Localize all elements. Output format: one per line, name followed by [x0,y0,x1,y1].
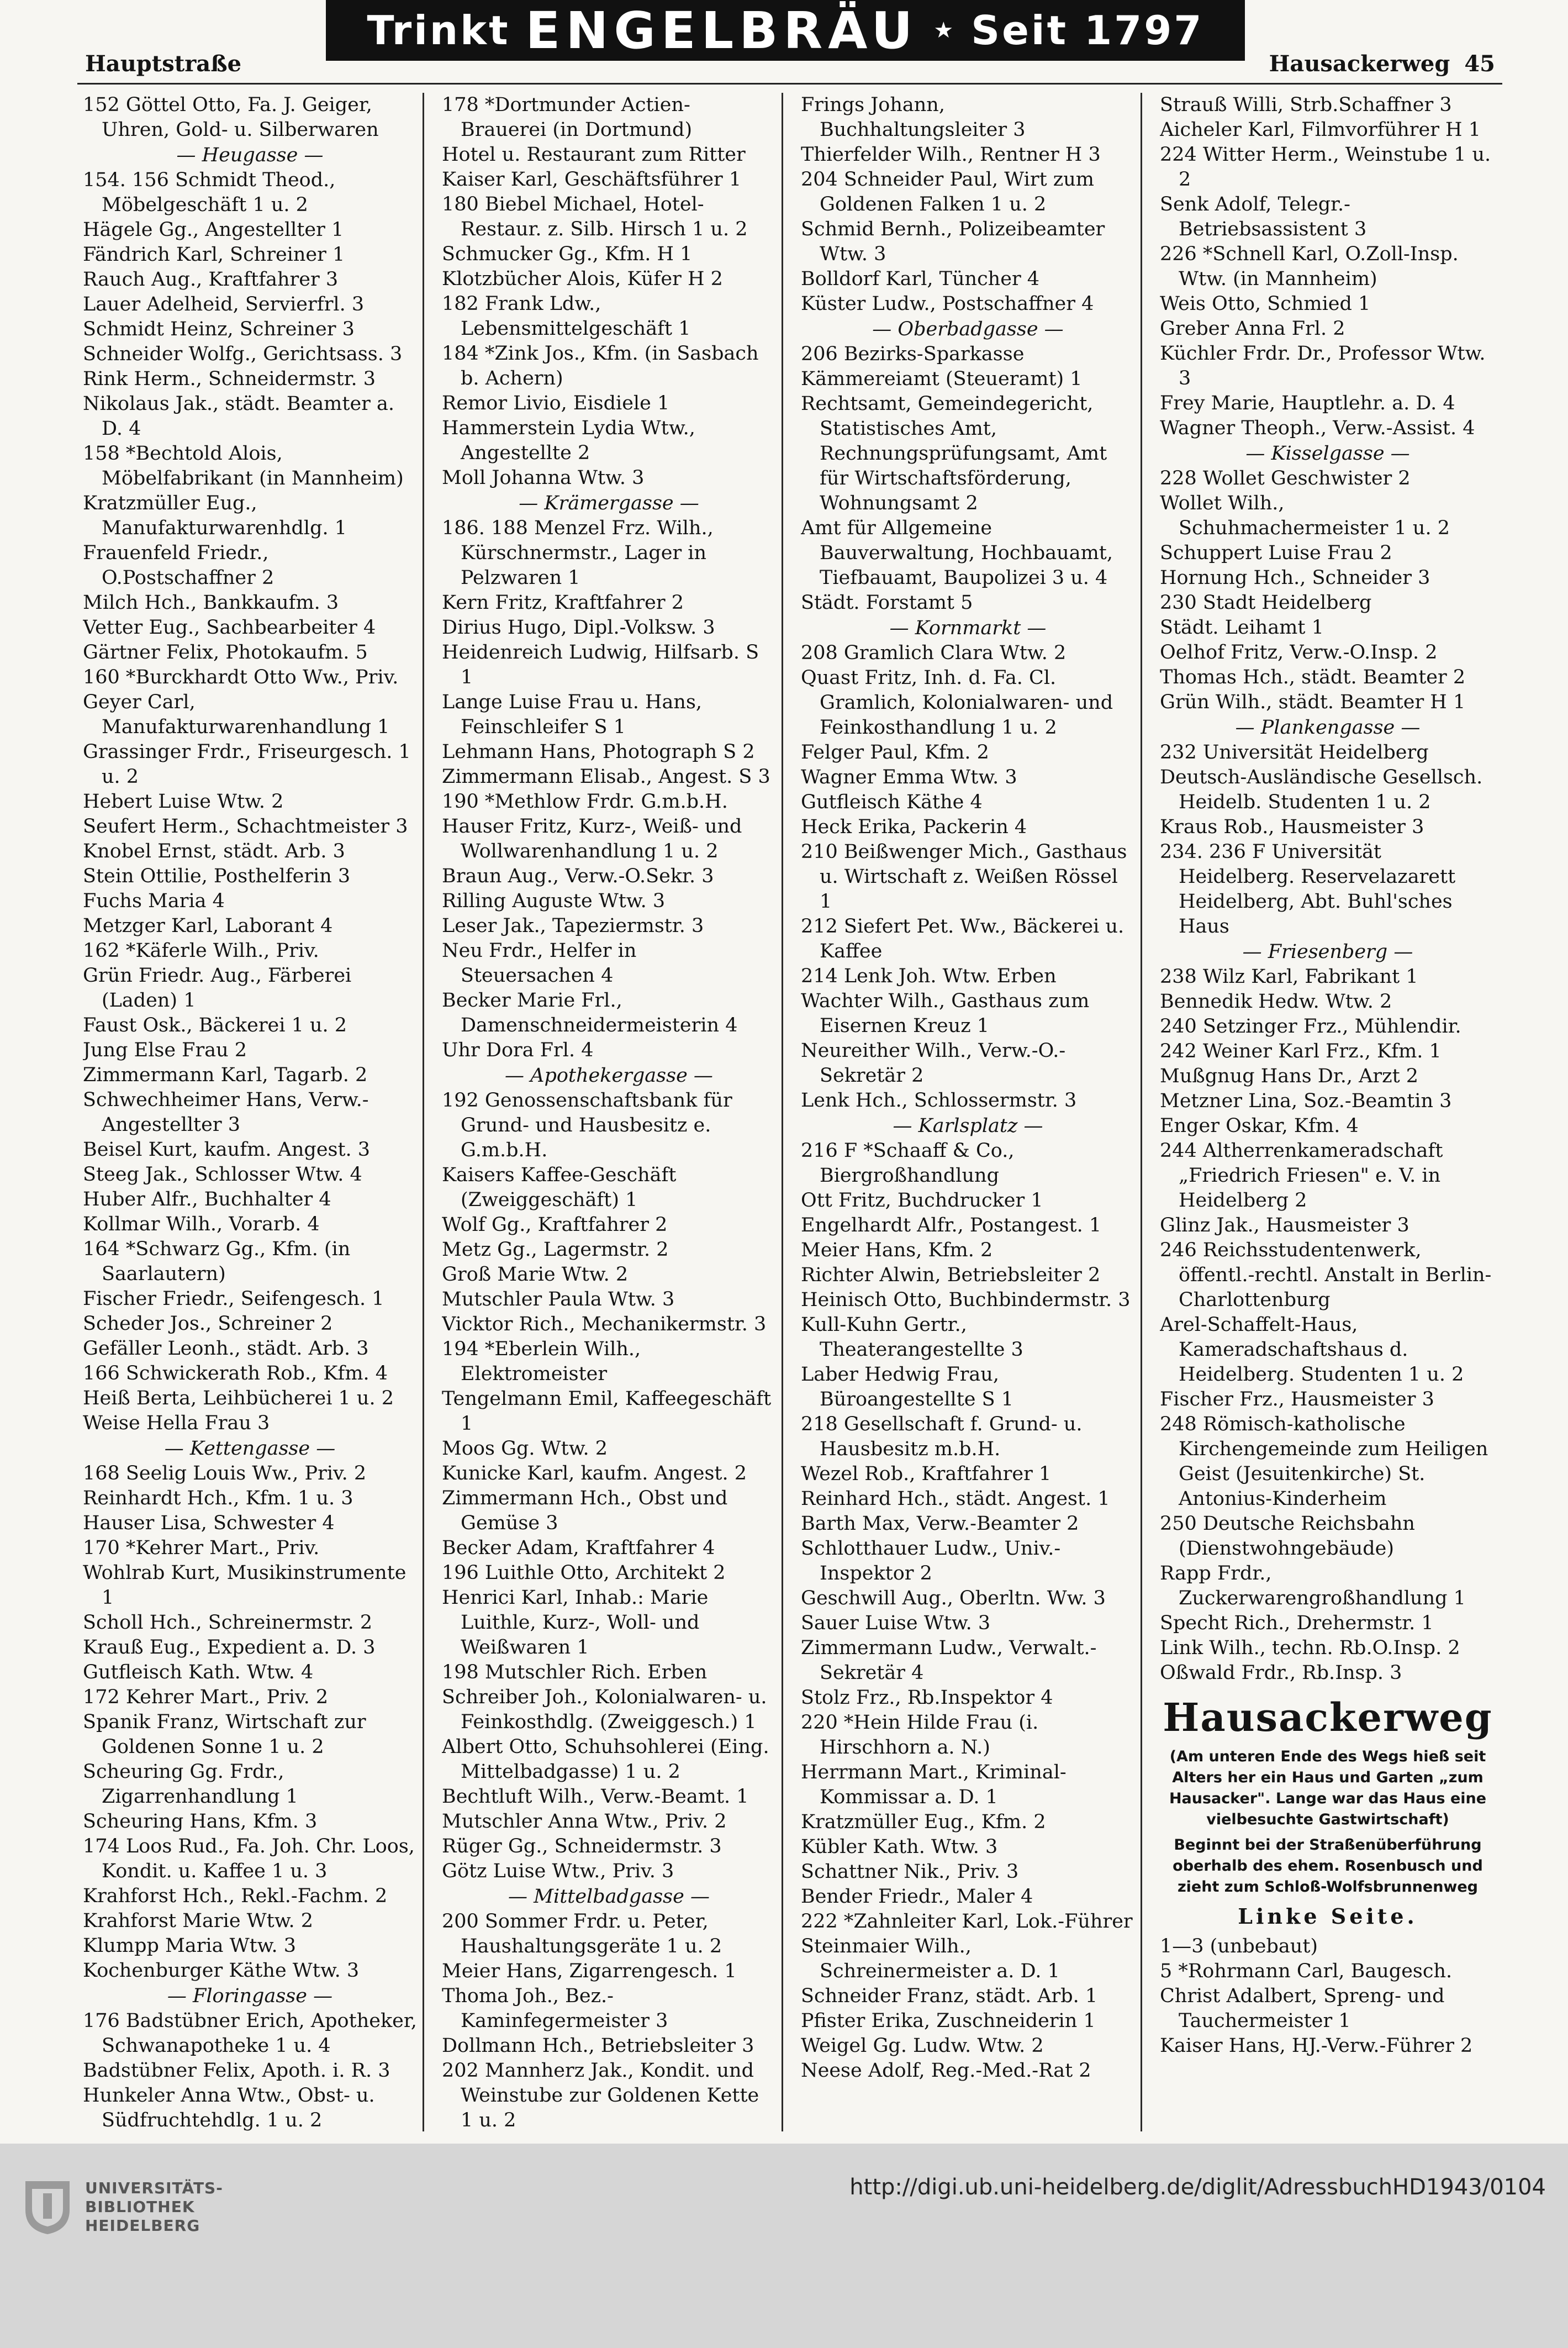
directory-entry: Wohlrab Kurt, Musikinstrumente 1 [83,1562,406,1609]
directory-entry: 222 *Zahnleiter Karl, Lok.-Führer [801,1910,1133,1933]
directory-entry: Specht Rich., Drehermstr. 1 [1160,1612,1434,1634]
directory-entry: Lenk Hch., Schlossermstr. 3 [801,1089,1077,1112]
directory-entry: Becker Marie Frl., Damenschneidermeisterin 4 [442,989,738,1036]
directory-entry: 178 *Dortmunder Actien-Brauerei (in Dortmund) [442,94,693,141]
directory-entry: Fischer Frz., Hausmeister 3 [1160,1388,1434,1410]
directory-entry: Grassinger Frdr., Friseurgesch. 1 u. 2 [83,741,411,788]
side-heading: Linke Seite. [1238,1904,1418,1929]
directory-entry: Arel-Schaffelt-Haus, Kameradschaftshaus d. Heidelberg. Studenten 1 u. 2 [1160,1314,1464,1386]
directory-entry: Beisel Kurt, kaufm. Angest. 3 [83,1139,371,1161]
directory-entry: 248 Römisch-katholische Kirchengemeinde zum Heiligen Geist (Jesuitenkirche) St. Antonius-Kinderheim [1160,1413,1488,1510]
directory-entry: Moos Gg. Wtw. 2 [442,1438,608,1460]
section-title: Hausackerweg [1163,1694,1493,1740]
directory-entry: Tengelmann Emil, Kaffeegeschäft 1 [442,1388,772,1435]
directory-entry: Kaiser Hans, HJ.-Verw.-Führer 2 [1160,2035,1473,2057]
directory-columns [77,93,1501,2131]
directory-entry: Uhr Dora Frl. 4 [442,1039,594,1061]
directory-entry: Grün Wilh., städt. Beamter H 1 [1160,691,1466,713]
directory-entry: Rechtsamt, Gemeindegericht, Statistisches Amt, Rechnungsprüfungsamt, Amt für Wirtschaftsförderung, Wohnungsamt 2 [801,393,1107,514]
directory-entry: Wagner Theoph., Verw.-Assist. 4 [1160,417,1475,439]
directory-entry: Schlotthauer Ludw., Univ.-Inspektor 2 [801,1538,1061,1584]
directory-entry: Meier Hans, Kfm. 2 [801,1239,993,1261]
cross-street-heading: — Friesenberg — [1242,941,1413,963]
directory-entry: Sauer Luise Wtw. 3 [801,1612,991,1634]
directory-entry: Laber Hedwig Frau, Büroangestellte S 1 [801,1363,1013,1410]
directory-entry: Vicktor Rich., Mechanikermstr. 3 [442,1313,767,1335]
directory-entry: Rapp Frdr., Zuckerwarengroßhandlung 1 [1160,1562,1466,1609]
directory-entry: Hauser Lisa, Schwester 4 [83,1512,335,1534]
directory-entry: 166 Schwickerath Rob., Kfm. 4 [83,1362,388,1384]
directory-entry: Neureither Wilh., Verw.-O.-Sekretär 2 [801,1040,1066,1087]
directory-entry: 196 Luithle Otto, Architekt 2 [442,1562,726,1584]
directory-column-2 [436,93,783,2131]
directory-entry: Metz Gg., Lagermstr. 2 [442,1239,669,1261]
directory-entry: Hägele Gg., Angestellter 1 [83,219,344,241]
directory-entry: 244 Altherrenkameradschaft „Friedrich Friesen" e. V. in Heidelberg 2 [1160,1140,1443,1212]
directory-entry: Engelhardt Alfr., Postangest. 1 [801,1214,1102,1236]
directory-entry: Heidenreich Ludwig, Hilfsarb. S 1 [442,641,759,688]
directory-entry: Geschwill Aug., Oberltn. Ww. 3 [801,1587,1106,1609]
section-note: Beginnt bei der Straßenüberführung oberhalb des ehem. Rosenbusch und zieht zum Schloß-Wolfsbrunnenweg [1173,1836,1483,1896]
directory-entry: Faust Osk., Bäckerei 1 u. 2 [83,1014,347,1036]
directory-entry: Schreiber Joh., Kolonialwaren- u. Feinkosthdlg. (Zweiggesch.) 1 [442,1686,767,1733]
directory-entry: Link Wilh., techn. Rb.O.Insp. 2 [1160,1637,1460,1659]
directory-entry: Steeg Jak., Schlosser Wtw. 4 [83,1164,362,1186]
directory-entry: Groß Marie Wtw. 2 [442,1264,629,1286]
directory-entry: 200 Sommer Frdr. u. Peter, Haushaltungsgeräte 1 u. 2 [442,1910,722,1957]
directory-entry: Götz Luise Wtw., Priv. 3 [442,1860,674,1882]
university-seal-icon [21,2177,74,2236]
directory-column-4 [1154,93,1501,2131]
directory-entry: Scheder Jos., Schreiner 2 [83,1313,333,1335]
directory-entry: Hauser Fritz, Kurz-, Weiß- und Wollwarenhandlung 1 u. 2 [442,815,742,862]
directory-entry: Nikolaus Jak., städt. Beamter a. D. 4 [83,393,394,440]
directory-entry: 232 Universität Heidelberg [1160,741,1429,764]
directory-entry: Zimmermann Ludw., Verwalt.-Sekretär 4 [801,1637,1097,1684]
directory-entry: Hotel u. Restaurant zum Ritter [442,144,746,166]
directory-entry: Henrici Karl, Inhab.: Marie Luithle, Kurz-, Woll- und Weißwaren 1 [442,1587,709,1659]
directory-entry: Moll Johanna Wtw. 3 [442,467,645,489]
directory-entry: Gärtner Felix, Photokaufm. 5 [83,641,368,664]
directory-entry: 162 *Käferle Wilh., Priv. [83,940,319,962]
directory-entry: Strauß Willi, Strb.Schaffner 3 [1160,94,1452,116]
directory-entry: 210 Beißwenger Mich., Gasthaus u. Wirtschaft z. Weißen Rössel 1 [801,841,1127,913]
directory-entry: Vetter Eug., Sachbearbeiter 4 [83,617,376,639]
directory-entry: Kunicke Karl, kaufm. Angest. 2 [442,1462,747,1484]
directory-entry: Scheuring Gg. Frdr., Zigarrenhandlung 1 [83,1761,298,1808]
directory-entry: Weise Hella Frau 3 [83,1412,270,1434]
directory-entry: Schmid Bernh., Polizeibeamter Wtw. 3 [801,218,1105,265]
directory-entry: Kollmar Wilh., Vorarb. 4 [83,1213,320,1235]
directory-entry: Albert Otto, Schuhsohlerei (Eing. Mittelbadgasse) 1 u. 2 [442,1736,769,1783]
directory-entry: Bechtluft Wilh., Verw.-Beamt. 1 [442,1786,749,1808]
directory-entry: Rüger Gg., Schneidermstr. 3 [442,1835,722,1857]
directory-entry: Milch Hch., Bankkaufm. 3 [83,592,339,614]
directory-entry: Dirius Hugo, Dipl.-Volksw. 3 [442,617,715,639]
directory-entry: Schneider Wolfg., Gerichtsass. 3 [83,343,403,365]
directory-entry: Huber Alfr., Buchhalter 4 [83,1188,331,1210]
directory-entry: Krahforst Marie Wtw. 2 [83,1910,314,1932]
directory-entry: Rauch Aug., Kraftfahrer 3 [83,269,339,291]
directory-entry: 240 Setzinger Frz., Mühlendir. [1160,1015,1461,1038]
directory-entry: Meier Hans, Zigarrengesch. 1 [442,1960,737,1982]
directory-entry: Rink Herm., Schneidermstr. 3 [83,368,376,390]
directory-entry: Felger Paul, Kfm. 2 [801,741,989,764]
directory-entry: Kraus Rob., Hausmeister 3 [1160,816,1424,838]
directory-entry: Schmucker Gg., Kfm. H 1 [442,243,693,265]
directory-entry: Jung Else Frau 2 [83,1039,247,1061]
banner-brand-text: ENGELBRÄU [525,1,918,60]
directory-entry: Hammerstein Lydia Wtw., Angestellte 2 [442,417,695,464]
directory-entry: Grün Friedr. Aug., Färberei (Laden) 1 [83,965,352,1012]
directory-entry: Heinisch Otto, Buchbindermstr. 3 [801,1289,1131,1311]
directory-entry: 228 Wollet Geschwister 2 [1160,467,1411,489]
directory-entry: Wollet Wilh., Schuhmachermeister 1 u. 2 [1160,492,1450,539]
directory-entry: 224 Witter Herm., Weinstube 1 u. 2 [1160,144,1491,191]
directory-entry: 164 *Schwarz Gg., Kfm. (in Saarlautern) [83,1238,351,1285]
directory-entry: Hebert Luise Wtw. 2 [83,791,284,813]
directory-entry: Scheuring Hans, Kfm. 3 [83,1810,318,1833]
directory-entry: Neu Frdr., Helfer in Steuersachen 4 [442,940,637,987]
directory-entry: 174 Loos Rud., Fa. Joh. Chr. Loos, Kondit. u. Kaffee 1 u. 3 [83,1835,415,1882]
directory-entry: Küster Ludw., Postschaffner 4 [801,293,1094,315]
directory-entry: Becker Adam, Kraftfahrer 4 [442,1537,715,1559]
directory-entry: Ott Fritz, Buchdrucker 1 [801,1189,1043,1212]
directory-entry: Schmidt Heinz, Schreiner 3 [83,318,355,340]
directory-entry: Zimmermann Hch., Obst und Gemüse 3 [442,1487,728,1534]
directory-entry: Kratzmüller Eug., Manufakturwarenhdlg. 1 [83,492,347,539]
directory-entry: 182 Frank Ldw., Lebensmittelgeschäft 1 [442,293,691,340]
cross-street-heading: — Oberbadgasse — [872,318,1064,340]
cross-street-heading: — Kettengasse — [164,1438,336,1460]
directory-entry: Städt. Leihamt 1 [1160,617,1324,639]
section-note: (Am unteren Ende des Wegs hieß seit Alters her ein Haus und Garten „zum Hausacker". Lange war das Haus eine vielbesuchte Gastwirtschaft) [1169,1748,1487,1828]
directory-entry: Pfister Erika, Zuschneiderin 1 [801,2010,1096,2032]
directory-entry: Zimmermann Elisab., Angest. S 3 [442,766,770,788]
directory-entry: Steinmaier Wilh., Schreinermeister a. D. 1 [801,1935,1060,1982]
directory-entry: Gutfleisch Käthe 4 [801,791,983,813]
directory-entry: Aicheler Karl, Filmvorführer H 1 [1160,119,1481,141]
directory-entry: 160 *Burckhardt Otto Ww., Priv. [83,666,399,688]
directory-entry: 152 Göttel Otto, Fa. J. Geiger, Uhren, Gold- u. Silberwaren [83,94,379,141]
directory-entry: 214 Lenk Joh. Wtw. Erben [801,965,1057,987]
directory-entry: Zimmermann Karl, Tagarb. 2 [83,1064,368,1086]
directory-entry: Oelhof Fritz, Verw.-O.Insp. 2 [1160,641,1438,664]
directory-entry: Scholl Hch., Schreinermstr. 2 [83,1612,373,1634]
directory-entry: 218 Gesellschaft f. Grund- u. Hausbesitz m.b.H. [801,1413,1083,1460]
banner-right-text: Seit 1797 [971,7,1204,54]
cross-street-heading: — Plankengasse — [1235,717,1421,739]
directory-entry: Geyer Carl, Manufakturwarenhandlung 1 [83,691,390,738]
directory-entry: Braun Aug., Verw.-O.Sekr. 3 [442,865,714,887]
directory-entry: 242 Weiner Karl Frz., Kfm. 1 [1160,1040,1442,1062]
advertisement-banner [326,0,1245,61]
cross-street-heading: — Kisselgasse — [1245,443,1410,465]
directory-entry: Amt für Allgemeine Bauverwaltung, Hochbauamt, Tiefbauamt, Baupolizei 3 u. 4 [801,517,1113,589]
directory-entry: Fändrich Karl, Schreiner 1 [83,244,345,266]
page-number: 45 [1464,51,1495,77]
directory-entry: Fuchs Maria 4 [83,890,225,912]
directory-entry: Schwechheimer Hans, Verw.-Angestellter 3 [83,1089,369,1136]
directory-entry: Lauer Adelheid, Servierfrl. 3 [83,293,365,315]
directory-entry: Mutschler Anna Wtw., Priv. 2 [442,1810,727,1833]
cross-street-heading: — Apothekergasse — [505,1065,713,1087]
directory-entry: Schattner Nik., Priv. 3 [801,1861,1019,1883]
directory-entry: 202 Mannherz Jak., Kondit. und Weinstube zur Goldenen Kette 1 u. 2 [442,2060,759,2131]
directory-entry: Kübler Kath. Wtw. 3 [801,1836,998,1858]
cross-street-heading: — Krämergasse — [519,492,699,514]
directory-entry: 238 Wilz Karl, Fabrikant 1 [1160,966,1418,988]
directory-entry: Hunkeler Anna Wtw., Obst- u. Südfruchtehdlg. 1 u. 2 [83,2084,375,2131]
directory-entry: 220 *Hein Hilde Frau (i. Hirschhorn a. N.) [801,1712,1039,1759]
directory-entry: 212 Siefert Pet. Ww., Bäckerei u. Kaffee [801,915,1124,962]
directory-entry: Klotzbücher Alois, Küfer H 2 [442,268,723,290]
directory-entry: 246 Reichsstudentenwerk, öffentl.-rechtl. Anstalt in Berlin-Charlottenburg [1160,1239,1492,1311]
directory-entry: Wezel Rob., Kraftfahrer 1 [801,1463,1052,1485]
logo-line: UNIVERSITÄTS- [85,2179,223,2197]
directory-entry: Herrmann Mart., Kriminal-Kommissar a. D. 1 [801,1761,1067,1808]
directory-entry: Hornung Hch., Schneider 3 [1160,567,1430,589]
directory-entry: Stolz Frz., Rb.Inspektor 4 [801,1687,1053,1709]
directory-entry: Spanik Franz, Wirtschaft zur Goldenen Sonne 1 u. 2 [83,1711,366,1758]
directory-entry: 204 Schneider Paul, Wirt zum Goldenen Falken 1 u. 2 [801,169,1094,215]
library-logo-text [85,2179,223,2235]
banner-left-text: Trinkt [367,7,510,54]
cross-street-heading: — Mittelbadgasse — [508,1886,710,1908]
directory-entry: Mußgnug Hans Dr., Arzt 2 [1160,1065,1419,1087]
directory-entry: Metzner Lina, Soz.-Beamtin 3 [1160,1090,1452,1112]
source-url[interactable]: http://digi.ub.uni-heidelberg.de/diglit/AdressbuchHD1943/0104 [849,2175,1546,2200]
cross-street-heading: — Kornmarkt — [889,617,1047,639]
directory-entry: Badstübner Felix, Apoth. i. R. 3 [83,2060,390,2082]
directory-entry: 208 Gramlich Clara Wtw. 2 [801,642,1067,664]
directory-entry: Remor Livio, Eisdiele 1 [442,392,670,414]
star-icon: ★ [933,18,956,43]
directory-entry: Reinhardt Hch., Kfm. 1 u. 3 [83,1487,353,1509]
directory-entry: Kratzmüller Eug., Kfm. 2 [801,1811,1046,1833]
directory-entry: Thomas Hch., städt. Beamter 2 [1160,666,1466,688]
cross-street-heading: — Heugasse — [176,144,324,166]
directory-entry: Neese Adolf, Reg.-Med.-Rat 2 [801,2060,1091,2082]
directory-entry: Frings Johann, Buchhaltungsleiter 3 [801,94,1026,141]
directory-entry: Deutsch-Ausländische Gesellsch. Heidelb. Studenten 1 u. 2 [1160,766,1483,813]
directory-entry: Lehmann Hans, Photograph S 2 [442,741,755,763]
directory-entry: Schuppert Luise Frau 2 [1160,542,1392,564]
directory-entry: 186. 188 Menzel Frz. Wilh., Kürschnermstr., Lager in Pelzwaren 1 [442,517,714,589]
logo-line: HEIDELBERG [85,2217,200,2235]
directory-entry: Bender Friedr., Maler 4 [801,1886,1033,1908]
directory-entry: Gutfleisch Kath. Wtw. 4 [83,1661,314,1683]
directory-entry: Thoma Joh., Bez.-Kaminfegermeister 3 [442,1985,668,2032]
directory-entry: Wagner Emma Wtw. 3 [801,766,1017,788]
directory-entry: Metzger Karl, Laborant 4 [83,915,333,937]
directory-entry: 180 Biebel Michael, Hotel-Restaur. z. Silb. Hirsch 1 u. 2 [442,193,748,240]
header-rule [77,83,1502,85]
directory-entry: Kochenburger Käthe Wtw. 3 [83,1960,360,1982]
directory-entry: Kaiser Karl, Geschäftsführer 1 [442,169,742,191]
directory-entry: 158 *Bechtold Alois, Möbelfabrikant (in Mannheim) [83,443,404,489]
directory-entry: Barth Max, Verw.-Beamter 2 [801,1513,1079,1535]
directory-entry: Weigel Gg. Ludw. Wtw. 2 [801,2035,1044,2057]
directory-entry: 190 *Methlow Frdr. G.m.b.H. [442,791,728,813]
directory-entry: Krahforst Hch., Rekl.-Fachm. 2 [83,1885,388,1907]
directory-entry: 184 *Zink Jos., Kfm. (in Sasbach b. Achern) [442,343,759,389]
directory-entry: Städt. Forstamt 5 [801,592,973,614]
directory-entry: 198 Mutschler Rich. Erben [442,1661,708,1683]
directory-entry: Frauenfeld Friedr., O.Postschaffner 2 [83,542,274,589]
running-head-left: Hauptstraße [85,51,242,77]
directory-entry: 234. 236 F Universität Heidelberg. Reservelazarett Heidelberg, Abt. Buhl'sches Haus [1160,841,1456,938]
directory-entry: Quast Fritz, Inh. d. Fa. Cl. Gramlich, Kolonialwaren- und Feinkosthandlung 1 u. 2 [801,667,1113,739]
directory-entry: Frey Marie, Hauptlehr. a. D. 4 [1160,392,1455,414]
directory-entry: Enger Oskar, Kfm. 4 [1160,1115,1359,1137]
directory-entry: 192 Genossenschaftsbank für Grund- und Hausbesitz e. G.m.b.H. [442,1089,732,1161]
running-head-right [1255,51,1495,77]
directory-entry: Thierfelder Wilh., Rentner H 3 [801,144,1101,166]
directory-entry: Leser Jak., Tapeziermstr. 3 [442,915,704,937]
directory-entry: Fischer Friedr., Seifengesch. 1 [83,1288,384,1310]
directory-entry: 250 Deutsche Reichsbahn (Dienstwohngebäude) [1160,1513,1415,1560]
directory-entry: 176 Badstübner Erich, Apotheker, Schwanapotheke 1 u. 4 [83,2010,417,2057]
directory-entry: Rilling Auguste Wtw. 3 [442,890,666,912]
directory-entry: Kull-Kuhn Gertr., Theaterangestellte 3 [801,1314,1023,1361]
directory-column-1 [77,93,424,2131]
directory-entry: Kern Fritz, Kraftfahrer 2 [442,592,684,614]
directory-entry: Wolf Gg., Kraftfahrer 2 [442,1214,668,1236]
directory-entry: Oßwald Frdr., Rb.Insp. 3 [1160,1662,1402,1684]
directory-entry: Reinhard Hch., städt. Angest. 1 [801,1488,1110,1510]
directory-entry: Richter Alwin, Betriebsleiter 2 [801,1264,1101,1286]
directory-entry: 172 Kehrer Mart., Priv. 2 [83,1686,329,1708]
directory-entry: 154. 156 Schmidt Theod., Möbelgeschäft 1 u. 2 [83,169,336,216]
directory-entry: Klumpp Maria Wtw. 3 [83,1935,296,1957]
cross-street-heading: — Floringasse — [167,1985,333,2007]
directory-entry: Knobel Ernst, städt. Arb. 3 [83,840,345,862]
directory-entry: Wachter Wilh., Gasthaus zum Eisernen Kreuz 1 [801,990,1090,1037]
directory-entry: 230 Stadt Heidelberg [1160,592,1372,614]
directory-entry: 170 *Kehrer Mart., Priv. [83,1537,320,1559]
directory-entry: 226 *Schnell Karl, O.Zoll-Insp. Wtw. (in Mannheim) [1160,243,1459,290]
directory-entry: 194 *Eberlein Wilh., Elektromeister [442,1338,641,1385]
directory-entry: Glinz Jak., Hausmeister 3 [1160,1214,1409,1236]
directory-entry: Schneider Franz, städt. Arb. 1 [801,1985,1098,2007]
directory-entry: Stein Ottilie, Posthelferin 3 [83,865,351,887]
viewer-footer [0,2144,1568,2348]
directory-column-3 [795,93,1142,2131]
directory-entry: 1—3 (unbebaut) [1160,1935,1318,1957]
directory-entry: Kämmereiamt (Steueramt) 1 [801,368,1083,390]
directory-entry: Gefäller Leonh., städt. Arb. 3 [83,1338,369,1360]
running-head-title: Hausackerweg [1269,51,1450,77]
directory-entry: Küchler Frdr. Dr., Professor Wtw. 3 [1160,343,1486,389]
directory-entry: Heck Erika, Packerin 4 [801,816,1027,838]
directory-entry: 216 F *Schaaff & Co., Biergroßhandlung [801,1140,1015,1187]
directory-entry: Lange Luise Frau u. Hans, Feinschleifer S 1 [442,691,703,738]
directory-entry: Seufert Herm., Schachtmeister 3 [83,815,408,838]
directory-entry: 206 Bezirks-Sparkasse [801,343,1025,365]
directory-entry: Greber Anna Frl. 2 [1160,318,1345,340]
directory-entry: 168 Seelig Louis Ww., Priv. 2 [83,1462,367,1484]
directory-entry: Kaisers Kaffee-Geschäft (Zweiggeschäft) 1 [442,1164,677,1211]
directory-entry: Weis Otto, Schmied 1 [1160,293,1371,315]
directory-entry: Bennedik Hedw. Wtw. 2 [1160,991,1392,1013]
directory-entry: Dollmann Hch., Betriebsleiter 3 [442,2035,754,2057]
directory-entry: Senk Adolf, Telegr.-Betriebsassistent 3 [1160,193,1367,240]
logo-line: BIBLIOTHEK [85,2198,195,2216]
directory-entry: Krauß Eug., Expedient a. D. 3 [83,1636,376,1659]
directory-entry: Bolldorf Karl, Tüncher 4 [801,268,1040,290]
directory-entry: Mutschler Paula Wtw. 3 [442,1288,675,1310]
directory-entry: Christ Adalbert, Spreng- und Tauchermeister 1 [1160,1985,1445,2032]
directory-entry: Heiß Berta, Leihbücherei 1 u. 2 [83,1387,394,1409]
cross-street-heading: — Karlsplatz — [893,1115,1043,1137]
directory-entry: 5 *Rohrmann Carl, Baugesch. [1160,1960,1453,1982]
